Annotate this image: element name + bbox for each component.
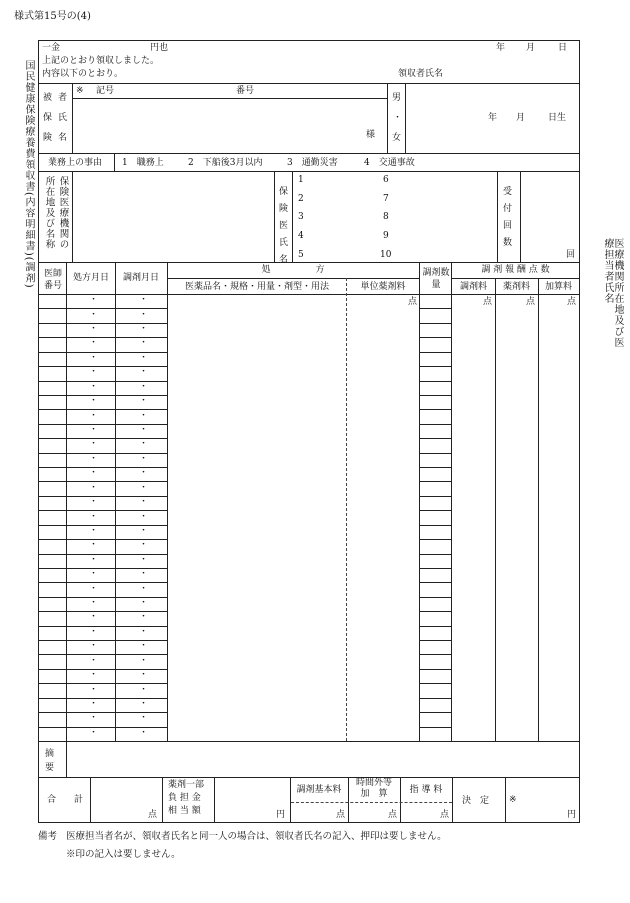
decision-mark: ※ [509, 795, 517, 805]
dispense-date-separator: ・ [139, 295, 149, 305]
guidance-label: 指 導 料 [409, 785, 443, 795]
notes-label: 備考 [38, 831, 58, 842]
copay-label-3: 相 当 額 [168, 806, 201, 816]
col-reward: 調 剤 報 酬 点 数 [481, 265, 550, 275]
times-unit: 回 [566, 250, 576, 260]
dispense-date-separator: ・ [139, 555, 149, 565]
rx-date-separator: ・ [89, 497, 99, 507]
clinic-label-a: 保険医療機関の [57, 176, 69, 250]
receipt-line2: 上記のとおり領収しました。 [42, 56, 160, 66]
rx-date-separator: ・ [89, 512, 99, 522]
rx-date-separator: ・ [89, 324, 99, 334]
copay-label-1: 薬剤一部 [168, 780, 205, 790]
dispense-date-separator: ・ [139, 584, 149, 594]
rx-date-separator: ・ [89, 598, 99, 608]
doctor-no-7: 7 [383, 194, 389, 204]
doctor-no-8: 8 [383, 212, 389, 222]
remarks-label: 摘要 [45, 749, 55, 774]
dispense-date-separator: ・ [139, 699, 149, 709]
dispense-date-separator: ・ [139, 598, 149, 608]
rx-date-separator: ・ [89, 439, 99, 449]
col-doctor-no: 医師番号 [43, 269, 62, 292]
rx-date-separator: ・ [89, 310, 99, 320]
insured-label-1: 被 [43, 93, 53, 103]
dispense-date-separator: ・ [139, 656, 149, 666]
col-prescription: 処 方 [261, 265, 325, 275]
dispense-date-separator: ・ [139, 396, 149, 406]
rx-date-separator: ・ [89, 483, 99, 493]
rx-date-separator: ・ [89, 411, 99, 421]
rx-date-separator: ・ [89, 584, 99, 594]
date-month: 月 [526, 43, 536, 53]
dispense-date-separator: ・ [139, 569, 149, 579]
rx-date-separator: ・ [89, 612, 99, 622]
rx-date-separator: ・ [89, 728, 99, 738]
birth-day: 日生 [548, 113, 567, 123]
rx-date-separator: ・ [89, 699, 99, 709]
doctor-no-9: 9 [383, 231, 389, 241]
rx-date-separator: ・ [89, 338, 99, 348]
bango-label: 番号 [236, 86, 255, 96]
unit-point: 点 [408, 297, 418, 307]
dispense-date-separator: ・ [139, 526, 149, 536]
amount-prefix: 一金 [42, 43, 61, 53]
dispense-date-separator: ・ [139, 382, 149, 392]
dispense-date-separator: ・ [139, 627, 149, 637]
dispense-date-separator: ・ [139, 728, 149, 738]
dispense-date-separator: ・ [139, 641, 149, 651]
col-drug-fee: 薬剤料 [502, 282, 530, 292]
receipt-line3: 内容以下のとおり。 [42, 69, 124, 79]
notes-line-2: ※印の記入は要しません。 [66, 849, 181, 860]
notes-line-1: 医療担当者名が、領収者氏名と同一人の場合は、領収者氏名の記入、押印は要しません。 [66, 831, 447, 842]
birth-month: 月 [516, 113, 526, 123]
sex-separator: ・ [393, 113, 403, 123]
dispense-date-separator: ・ [139, 367, 149, 377]
decision-label: 決 定 [462, 796, 490, 806]
overtime-label-2: 加 算 [360, 789, 388, 799]
insured-label-5: 険 [43, 133, 53, 143]
received-label: 受付回数 [503, 187, 513, 249]
doctor-no-5: 5 [298, 250, 304, 260]
doctor-label: 保険医氏名 [279, 187, 289, 266]
basic-fee-point: 点 [336, 810, 346, 820]
insured-label-6: 名 [58, 133, 68, 143]
rx-date-separator: ・ [89, 540, 99, 550]
rx-date-separator: ・ [89, 382, 99, 392]
date-year: 年 [496, 43, 506, 53]
rx-date-separator: ・ [89, 555, 99, 565]
rx-date-separator: ・ [89, 468, 99, 478]
decision-yen: 円 [567, 810, 577, 820]
form-number: 様式第15号の(4) [14, 11, 91, 22]
reason-label: 業務上の事由 [48, 158, 103, 168]
rx-date-separator: ・ [89, 685, 99, 695]
dispense-date-separator: ・ [139, 425, 149, 435]
doctor-no-1: 1 [298, 175, 304, 185]
rx-date-separator: ・ [89, 656, 99, 666]
overtime-point: 点 [388, 810, 398, 820]
rx-date-separator: ・ [89, 396, 99, 406]
date-day: 日 [558, 43, 568, 53]
form-title: 国民健康保険療養費領収書(内容明細書)(調剤) [23, 60, 34, 289]
dispense-date-separator: ・ [139, 338, 149, 348]
rx-date-separator: ・ [89, 670, 99, 680]
add-point: 点 [567, 297, 577, 307]
copay-label-2: 負 担 金 [168, 793, 201, 803]
dispense-date-separator: ・ [139, 713, 149, 723]
dispense-point: 点 [483, 297, 493, 307]
mark-symbol: ※ [76, 86, 84, 96]
reason-item-4: 4 交通事故 [364, 158, 415, 168]
dispense-date-separator: ・ [139, 540, 149, 550]
dispense-date-separator: ・ [139, 439, 149, 449]
col-drug: 医薬品名・規格・用量・剤型・用法 [184, 282, 329, 292]
dispense-date-separator: ・ [139, 612, 149, 622]
doctor-no-3: 3 [298, 212, 304, 222]
amount-suffix: 円也 [150, 43, 169, 53]
copay-yen: 円 [276, 810, 286, 820]
col-quantity: 調剤数量 [422, 268, 450, 291]
doctor-no-10: 10 [380, 250, 392, 260]
rx-date-separator: ・ [89, 526, 99, 536]
dispense-date-separator: ・ [139, 468, 149, 478]
reason-item-2: 2 下船後3月以内 [188, 158, 263, 168]
rx-date-separator: ・ [89, 627, 99, 637]
rx-date-separator: ・ [89, 367, 99, 377]
doctor-no-4: 4 [298, 231, 304, 241]
col-dispense-date: 調剤月日 [122, 273, 159, 283]
insured-label-4: 氏 [58, 113, 68, 123]
male-label: 男 [392, 93, 402, 103]
col-unit-fee: 単位薬剤料 [360, 282, 406, 292]
rx-date-separator: ・ [89, 425, 99, 435]
rx-date-separator: ・ [89, 713, 99, 723]
side-note-clinic: 医療機関所在地及び医療担当者氏名 [602, 238, 623, 348]
dispense-date-separator: ・ [139, 670, 149, 680]
basic-fee-label: 調剤基本料 [296, 785, 342, 795]
dispense-date-separator: ・ [139, 497, 149, 507]
dispense-date-separator: ・ [139, 454, 149, 464]
rx-date-separator: ・ [89, 353, 99, 363]
dispense-date-separator: ・ [139, 685, 149, 695]
dispense-date-separator: ・ [139, 310, 149, 320]
receiver-label: 領収者氏名 [398, 69, 444, 79]
insured-label-3: 保 [43, 113, 53, 123]
reason-item-1: 1 職務上 [122, 158, 164, 168]
rx-date-separator: ・ [89, 569, 99, 579]
total-label: 合 計 [47, 795, 84, 805]
clinic-label-b: 所在地及び名称 [43, 176, 55, 250]
dispense-date-separator: ・ [139, 324, 149, 334]
col-dispense-fee: 調剤料 [459, 282, 487, 292]
drug-point: 点 [526, 297, 536, 307]
female-label: 女 [392, 133, 402, 143]
dispense-date-separator: ・ [139, 353, 149, 363]
col-rx-date: 処方月日 [72, 273, 109, 283]
insured-label-2: 者 [58, 93, 68, 103]
guidance-point: 点 [440, 810, 450, 820]
reason-item-3: 3 通勤災害 [287, 158, 338, 168]
overtime-label-1: 時間外等 [355, 778, 392, 788]
kigo-label: 記号 [96, 86, 115, 96]
dispense-date-separator: ・ [139, 512, 149, 522]
sama-label: 様 [366, 130, 376, 140]
doctor-no-2: 2 [298, 194, 304, 204]
rx-date-separator: ・ [89, 295, 99, 305]
doctor-no-6: 6 [383, 175, 389, 185]
rx-date-separator: ・ [89, 641, 99, 651]
total-point: 点 [148, 810, 158, 820]
rx-date-separator: ・ [89, 454, 99, 464]
col-add-fee: 加算料 [544, 282, 572, 292]
dispense-date-separator: ・ [139, 483, 149, 493]
birth-year: 年 [488, 113, 498, 123]
dispense-date-separator: ・ [139, 411, 149, 421]
